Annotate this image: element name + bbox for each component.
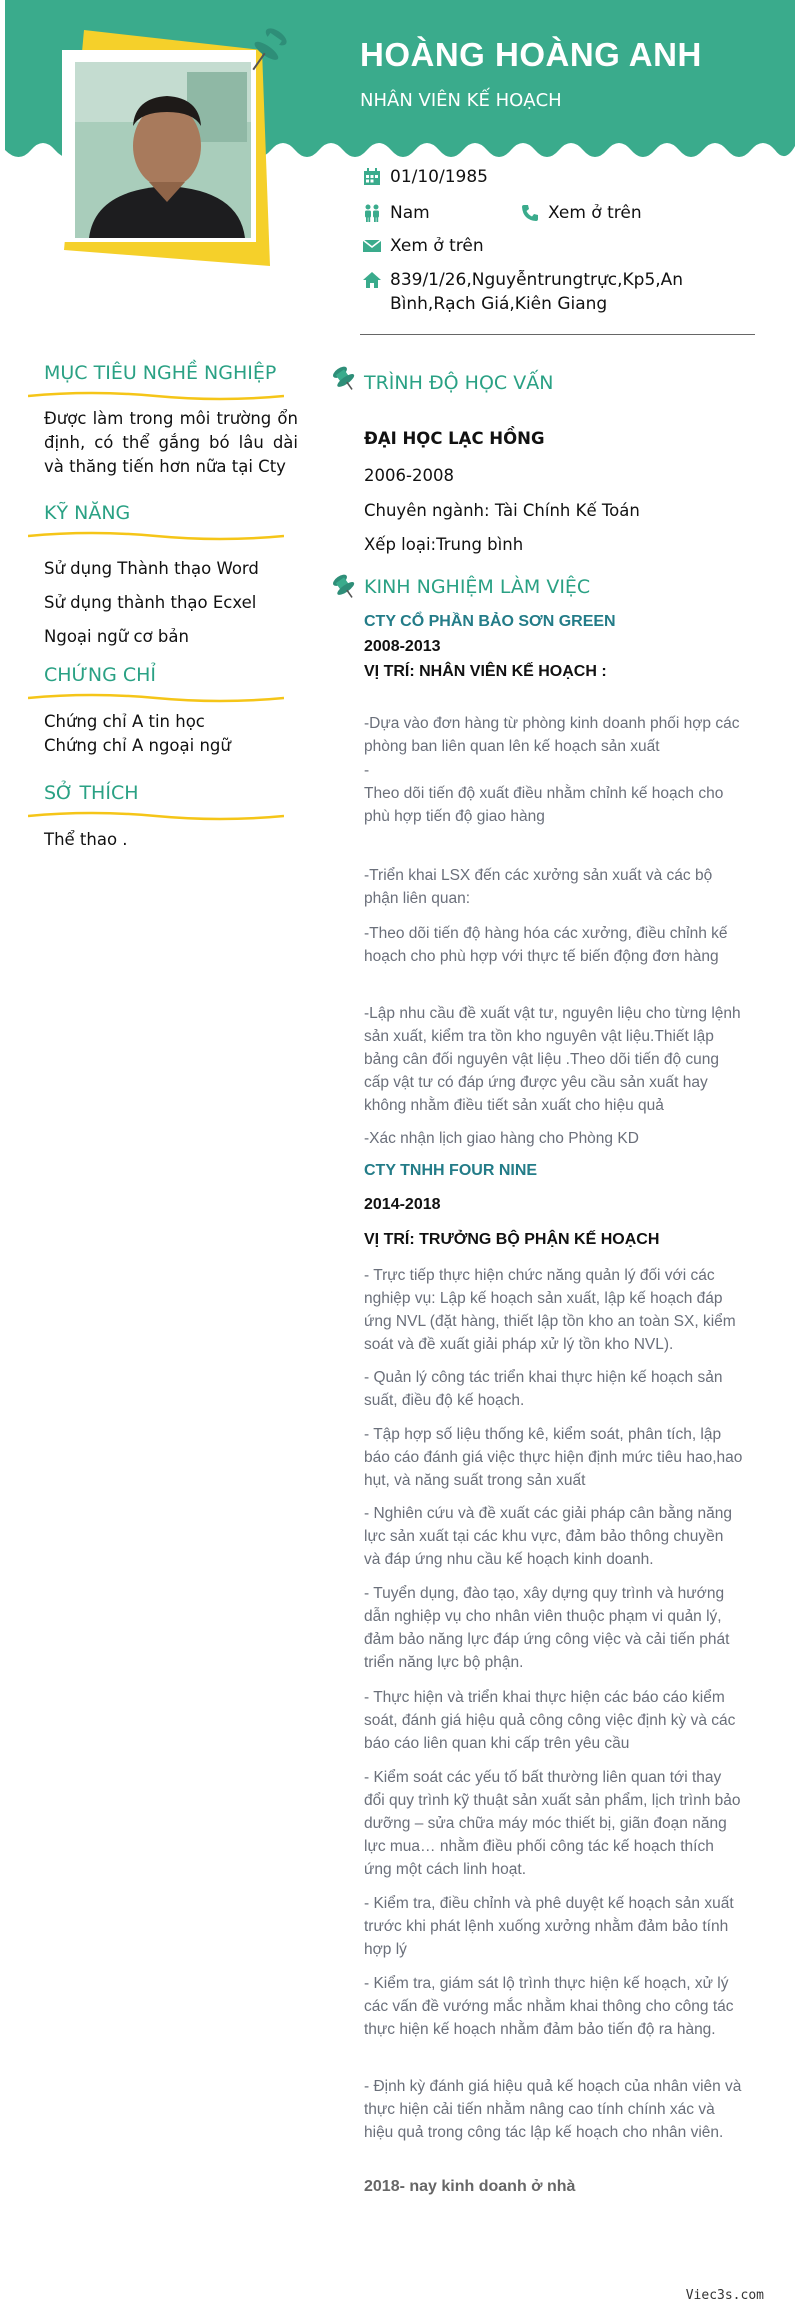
people-icon bbox=[360, 203, 384, 223]
candidate-job-title: NHÂN VIÊN KẾ HOẠCH bbox=[360, 90, 562, 111]
email-value: Xem ở trên bbox=[390, 236, 484, 256]
phone-icon bbox=[518, 203, 542, 223]
job1-company: CTY CỔ PHẦN BẢO SƠN GREEN bbox=[364, 613, 616, 630]
home-icon bbox=[360, 270, 384, 290]
job1-item: -Triển khai LSX đến các xưởng sản xuất và các bộ phận liên quan: bbox=[364, 867, 713, 907]
education-years: 2006-2008 bbox=[364, 466, 454, 485]
education-title: TRÌNH ĐỘ HỌC VẤN bbox=[364, 372, 554, 394]
certificates-list bbox=[44, 710, 298, 758]
education-pushpin-icon bbox=[330, 364, 358, 392]
skill-item: Sử dụng thành thạo Ecxel bbox=[44, 593, 257, 612]
address-row bbox=[360, 270, 690, 316]
certificates-title: CHỨNG CHỈ bbox=[44, 664, 156, 686]
job2-years: 2014-2018 bbox=[364, 1196, 441, 1213]
watermark: Viec3s.com bbox=[685, 2288, 764, 2303]
gender-value: Nam bbox=[390, 203, 430, 223]
address-line-2: Bình,Rạch Giá,Kiên Giang bbox=[390, 294, 608, 314]
birthday-value: 01/10/1985 bbox=[390, 167, 488, 187]
phone-value: Xem ở trên bbox=[548, 203, 642, 223]
job2-position: VỊ TRÍ: TRƯỞNG BỘ PHẬN KẾ HOẠCH bbox=[364, 1231, 660, 1248]
certificates-underline bbox=[28, 692, 284, 704]
job1-item: -Theo dõi tiến độ hàng hóa các xưởng, điều chỉnh kế hoạch cho phù hợp với thực tế biến động đơn hàng bbox=[364, 925, 728, 965]
school-name: ĐẠI HỌC LẠC HỒNG bbox=[364, 429, 545, 448]
hobby-item: Thể thao . bbox=[44, 830, 128, 849]
job1-item: - bbox=[364, 762, 370, 779]
certificate-item: Chứng chỉ A tin học bbox=[44, 712, 205, 731]
job2-item: - Nghiên cứu và đề xuất các giải pháp cân bằng năng lực sản xuất tại các khu vực, đảm bảo thông chuyền và đáp ứng nhu cầu kế hoạch kinh doanh. bbox=[364, 1505, 732, 1568]
email-row bbox=[360, 236, 484, 256]
job1-position: VỊ TRÍ: NHÂN VIÊN KẾ HOẠCH : bbox=[364, 663, 607, 680]
objective-underline bbox=[28, 390, 284, 402]
education-major: Chuyên ngành: Tài Chính Kế Toán bbox=[364, 501, 640, 520]
skills-title: KỸ NĂNG bbox=[44, 502, 131, 524]
job2-item: - Kiểm tra, điều chỉnh và phê duyệt kế hoạch sản xuất trước khi phát lệnh xuống xưởng nhằm đảm bảo tính hợp lý bbox=[364, 1895, 734, 1958]
job3-line: 2018- nay kinh doanh ở nhà bbox=[364, 2178, 576, 2195]
certificate-item: Chứng chỉ A ngoại ngữ bbox=[44, 736, 231, 755]
hobbies-title: SỞ THÍCH bbox=[44, 782, 139, 804]
hobbies-underline bbox=[28, 810, 284, 822]
experience-title: KINH NGHIỆM LÀM VIỆC bbox=[364, 576, 591, 598]
job2-item: - Thực hiện và triển khai thực hiện các báo cáo kiểm soát, đánh giá hiệu quả công công việc định kỳ và các báo cáo liên quan khi cấp trên yêu cầu bbox=[364, 1689, 736, 1752]
objective-text: Được làm trong môi trường ổn định, có thể gắng bó lâu dài và thăng tiến hơn nữa tại Cty bbox=[44, 409, 298, 476]
pushpin-icon bbox=[246, 24, 288, 76]
experience-pushpin-icon bbox=[330, 572, 358, 600]
gender-row bbox=[360, 203, 430, 223]
job2-item: - Kiểm tra, giám sát lộ trình thực hiện kế hoạch, xử lý các vấn đề vướng mắc nhằm khai thông cho công tác thực hiện kế hoạch nhằm đảm bảo tiến độ ra hàng. bbox=[364, 1975, 734, 2038]
photo-frame bbox=[62, 50, 256, 242]
envelope-icon bbox=[360, 236, 384, 256]
calendar-icon bbox=[360, 167, 384, 187]
profile-photo bbox=[75, 62, 251, 238]
address-line-1: 839/1/26,Nguyễntrungtrực,Kp5,An bbox=[390, 270, 684, 290]
address-value bbox=[390, 268, 683, 316]
objective-title: MỤC TIÊU NGHỀ NGHIỆP bbox=[44, 362, 277, 384]
job2-item: - Tuyển dụng, đào tạo, xây dựng quy trình và hướng dẫn nghiệp vụ cho nhân viên thuộc phạm vi quản lý, đảm bảo năng lực đáp ứng công việc và cải tiến phát triển năng lực bộ phận. bbox=[364, 1585, 730, 1671]
job1-years: 2008-2013 bbox=[364, 638, 441, 655]
job2-item: - Quản lý công tác triển khai thực hiện kế hoạch sản suất, điều độ kế hoạch. bbox=[364, 1369, 723, 1409]
header-divider bbox=[360, 334, 755, 335]
job2-item: - Định kỳ đánh giá hiệu quả kế hoạch của nhân viên và thực hiện cải tiến nhằm nâng cao tính chính xác và hiệu quả trong công tác lập kế hoạch cho nhân viên. bbox=[364, 2078, 742, 2141]
hobbies-list bbox=[44, 828, 298, 852]
job2-item: - Tập hợp số liệu thống kê, kiểm soát, phân tích, lập báo cáo đánh giá việc thực hiện định mức tiêu hao,hao hụt, và năng suất trong sản xuất bbox=[364, 1426, 743, 1489]
skill-item: Sử dụng Thành thạo Word bbox=[44, 559, 259, 578]
phone-row bbox=[518, 203, 642, 223]
job1-item: Theo dõi tiến độ xuất điều nhằm chỉnh kế hoạch cho phù hợp tiến độ giao hàng bbox=[364, 785, 724, 825]
skills-underline bbox=[28, 530, 284, 542]
job1-item: -Dựa vào đơn hàng từ phòng kinh doanh phối hợp các phòng ban liên quan lên kế hoạch sản xuất bbox=[364, 715, 740, 755]
education-grade: Xếp loại:Trung bình bbox=[364, 535, 524, 554]
job2-item: - Trực tiếp thực hiện chức năng quản lý đối với các nghiệp vụ: Lập kế hoạch sản xuất, lập kế hoạch đáp ứng NVL (đặt hàng, thiết lập tồn kho an toàn SX, kiểm soát và đề xuất giải pháp xử lý tồn kho NVL). bbox=[364, 1267, 736, 1353]
birthday-row bbox=[360, 167, 488, 187]
job1-item: -Xác nhận lịch giao hàng cho Phòng KD bbox=[364, 1130, 639, 1147]
skill-item: Ngoại ngữ cơ bản bbox=[44, 627, 189, 646]
job2-company: CTY TNHH FOUR NINE bbox=[364, 1162, 538, 1179]
job1-item: -Lập nhu cầu đề xuất vật tư, nguyên liệu cho từng lệnh sản xuất, kiểm tra tồn kho nguyên vật liệu.Thiết lập bảng cân đối nguyên vật liệu .Theo dõi tiến độ cung cấp vật tư có đáp ứng được yêu cầu sản xuất hay không nhằm điều tiết sản xuất cho hiệu quả bbox=[364, 1005, 741, 1114]
candidate-name: HOÀNG HOÀNG ANH bbox=[360, 36, 702, 73]
job2-item: - Kiểm soát các yếu tố bất thường liên quan tới thay đổi quy trình kỹ thuật sản xuất sản phẩm, lịch trình bảo dưỡng – sửa chữa máy móc thiết bị, giãn đoạn năng lực mua… nhằm điều phối công tác kế hoạch thích ứng một cách linh hoạt. bbox=[364, 1769, 741, 1878]
skills-list bbox=[44, 552, 298, 654]
